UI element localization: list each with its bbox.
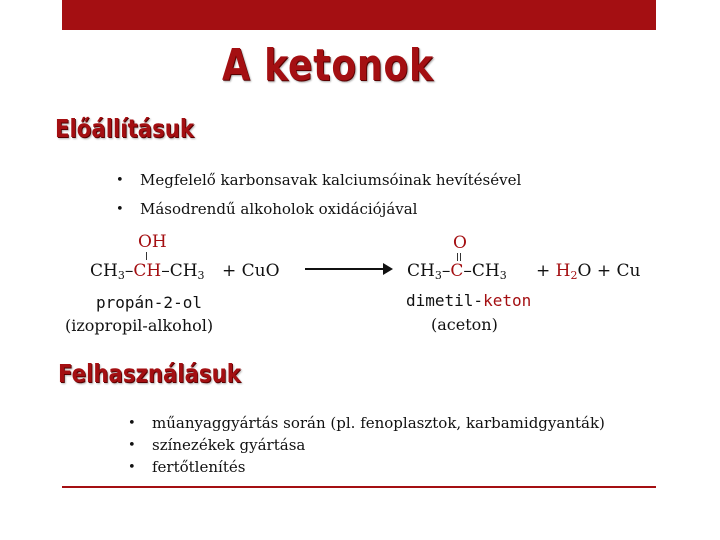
product-double-bond-b <box>460 253 461 261</box>
reactant-formula: $CH_3-CH-CH_3$ <box>90 261 205 282</box>
list-item <box>128 415 605 432</box>
bullet-text: Másodrendű alkoholok oxidációjával <box>140 200 418 218</box>
list-item <box>128 437 605 454</box>
slide-title: A ketonok <box>222 40 434 91</box>
bullet-dot: • <box>128 438 136 453</box>
bullet-text: Megfelelő karbonsavak kalciumsóinak hevítésével <box>140 171 522 189</box>
bullet-text: színezékek gyártása <box>152 436 306 454</box>
section-heading-preparation: Előállításuk <box>55 114 195 143</box>
reaction-arrow <box>305 268 391 270</box>
product-o-group: O <box>453 233 467 253</box>
product-formula: $CH_3-C-CH_3$ <box>407 261 507 282</box>
bullet-dot: • <box>116 173 124 188</box>
reactant-bond-line <box>146 252 147 260</box>
reactant-alt-name: (izopropil-alkohol) <box>65 316 214 335</box>
reagent-cuo: + CuO <box>222 261 280 281</box>
bottom-divider <box>62 486 656 488</box>
bullet-text: műanyaggyártás során (pl. fenoplasztok, karbamidgyanták) <box>152 414 605 432</box>
list-item <box>116 201 521 218</box>
list-item <box>128 459 605 476</box>
top-accent-bar <box>62 0 656 30</box>
bullet-dot: • <box>128 460 136 475</box>
bullet-dot: • <box>128 416 136 431</box>
reactant-oh-group: OH <box>138 232 167 252</box>
preparation-bullet-list <box>116 172 521 218</box>
reactant-name: propán-2-ol <box>96 293 202 312</box>
reaction-byproducts: + $H_2O + Cu$ <box>536 261 641 282</box>
list-item <box>116 172 521 189</box>
bullet-text: fertőtlenítés <box>152 458 246 476</box>
product-name: dimetil-keton <box>406 291 532 310</box>
uses-bullet-list <box>128 415 605 476</box>
product-alt-name: (aceton) <box>431 315 498 334</box>
product-double-bond-a <box>457 253 458 261</box>
section-heading-uses: Felhasználásuk <box>58 359 241 388</box>
bullet-dot: • <box>116 202 124 217</box>
